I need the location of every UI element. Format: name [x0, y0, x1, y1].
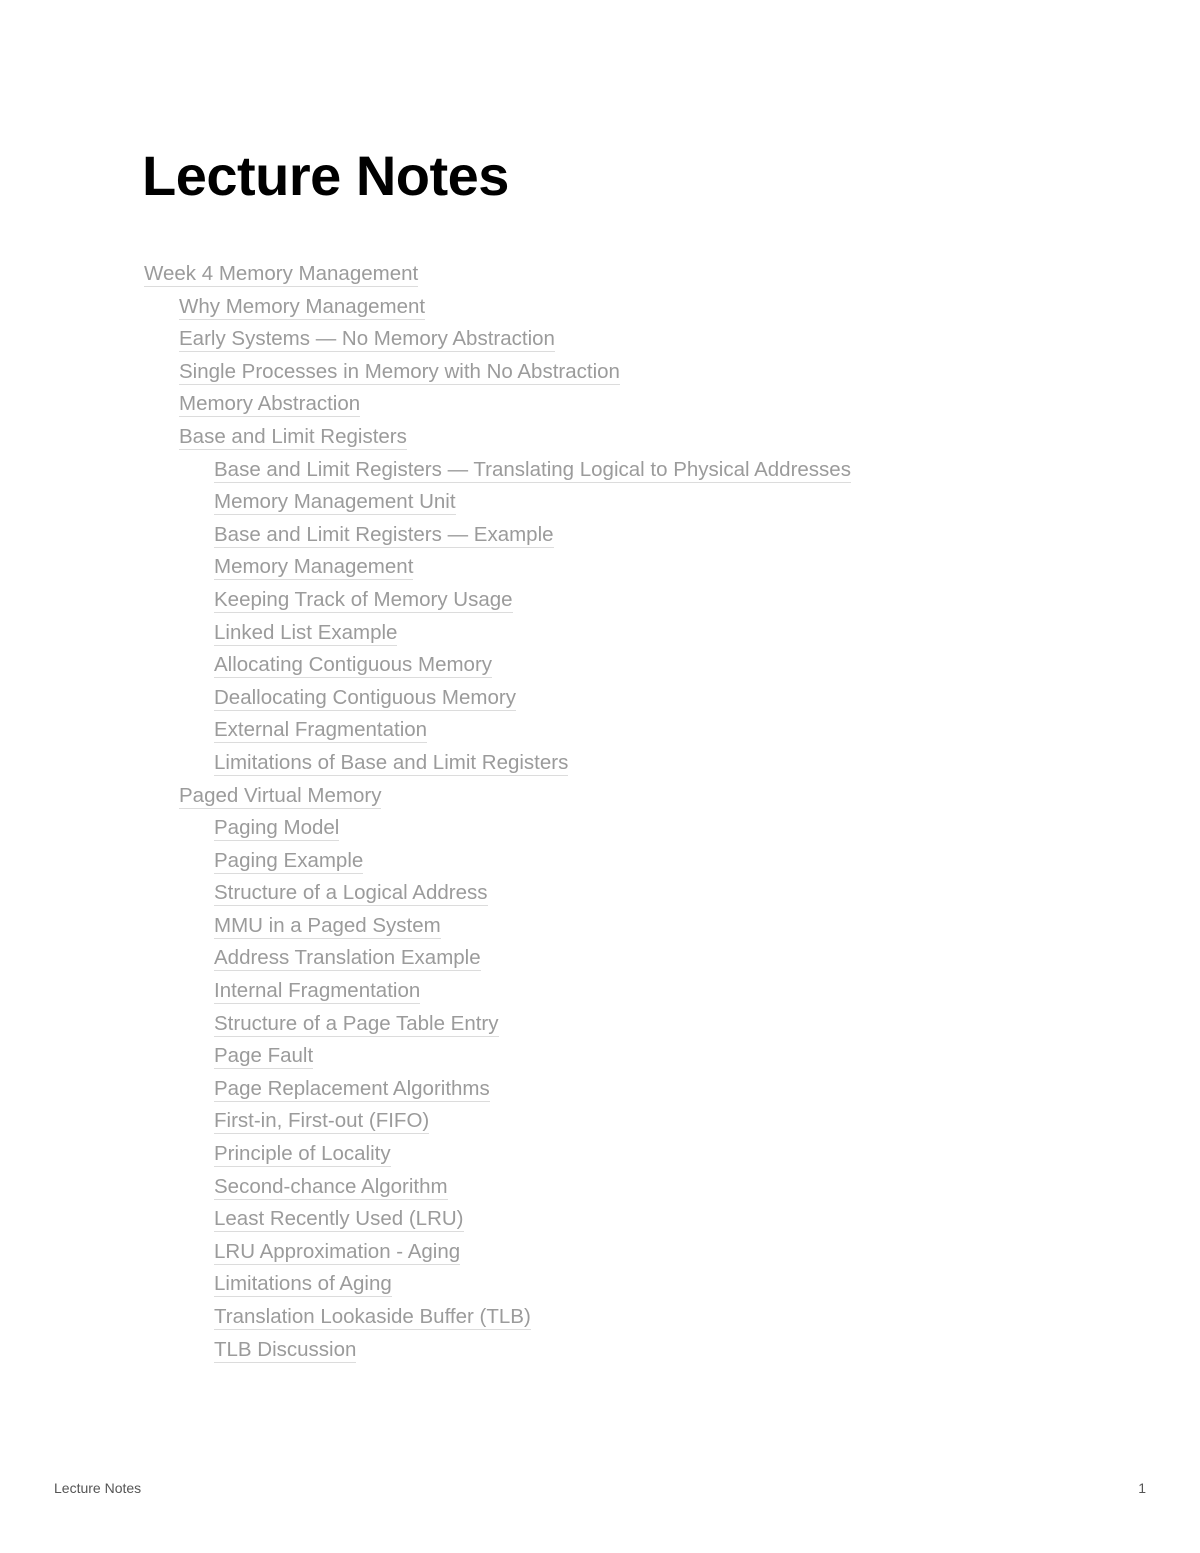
- toc-link[interactable]: MMU in a Paged System: [214, 913, 441, 937]
- toc-item: [144, 324, 851, 357]
- toc-link[interactable]: Base and Limit Registers: [179, 424, 407, 448]
- toc-item: [144, 422, 851, 455]
- toc-link[interactable]: Paging Model: [214, 816, 340, 840]
- toc-link[interactable]: Limitations of Base and Limit Registers: [214, 750, 569, 774]
- toc-item: [144, 1139, 851, 1172]
- toc-item: [144, 1172, 851, 1205]
- toc-item: [144, 1074, 851, 1107]
- toc-item: [144, 976, 851, 1009]
- toc-link[interactable]: Structure of a Page Table Entry: [214, 1011, 499, 1035]
- toc-item: [144, 1106, 851, 1139]
- toc-link[interactable]: Single Processes in Memory with No Abstraction: [179, 359, 620, 383]
- toc-item: [144, 1041, 851, 1074]
- toc-item: [144, 683, 851, 716]
- toc-link[interactable]: Translation Lookaside Buffer (TLB): [214, 1305, 531, 1328]
- toc-item: [144, 943, 851, 976]
- toc-link[interactable]: Base and Limit Registers — Translating Logical to Physical Addresses: [214, 457, 851, 481]
- toc-link[interactable]: TLB Discussion: [214, 1337, 357, 1361]
- toc-item: [144, 813, 851, 846]
- toc-link[interactable]: Deallocating Contiguous Memory: [214, 685, 516, 709]
- toc-link[interactable]: Week 4 Memory Management: [144, 262, 419, 285]
- toc-item: [144, 389, 851, 422]
- toc-item: [144, 1204, 851, 1237]
- toc-item: [144, 1302, 851, 1335]
- toc-item: [144, 455, 851, 488]
- toc-item: [144, 1269, 851, 1302]
- toc-item: [144, 618, 851, 651]
- toc-item: [144, 1237, 851, 1270]
- toc-item: [144, 357, 851, 390]
- toc-item: [144, 1009, 851, 1042]
- footer-page-number: 1: [1138, 1480, 1146, 1496]
- toc-item: [144, 259, 851, 292]
- toc-link[interactable]: Paging Example: [214, 848, 364, 872]
- toc-link[interactable]: Limitations of Aging: [214, 1272, 392, 1296]
- toc-link[interactable]: Memory Abstraction: [179, 392, 361, 416]
- toc-item: [144, 715, 851, 748]
- toc-item: [144, 650, 851, 683]
- toc-link[interactable]: Paged Virtual Memory: [179, 783, 382, 807]
- toc-link[interactable]: Why Memory Management: [179, 294, 426, 318]
- table-of-contents: [144, 259, 851, 1367]
- toc-link[interactable]: Memory Management Unit: [214, 490, 456, 514]
- toc-item: [144, 520, 851, 553]
- toc-link[interactable]: Memory Management: [214, 555, 414, 579]
- toc-link[interactable]: LRU Approximation - Aging: [214, 1239, 461, 1263]
- toc-link[interactable]: Allocating Contiguous Memory: [214, 653, 493, 677]
- toc-link[interactable]: First-in, First-out (FIFO): [214, 1109, 430, 1133]
- toc-link[interactable]: Structure of a Logical Address: [214, 881, 488, 905]
- footer-document-title: Lecture Notes: [54, 1480, 142, 1496]
- toc-item: [144, 846, 851, 879]
- toc-link[interactable]: Internal Fragmentation: [214, 979, 421, 1003]
- toc-link[interactable]: Address Translation Example: [214, 946, 481, 970]
- page-title: Lecture Notes: [142, 144, 509, 207]
- toc-link[interactable]: Base and Limit Registers — Example: [214, 522, 554, 546]
- toc-link[interactable]: External Fragmentation: [214, 718, 428, 742]
- toc-item: [144, 585, 851, 618]
- toc-link[interactable]: Keeping Track of Memory Usage: [214, 587, 513, 611]
- toc-item: [144, 292, 851, 325]
- toc-link[interactable]: Principle of Locality: [214, 1142, 391, 1166]
- toc-item: [144, 552, 851, 585]
- toc-item: [144, 1335, 851, 1368]
- toc-link[interactable]: Linked List Example: [214, 620, 398, 644]
- toc-link[interactable]: Least Recently Used (LRU): [214, 1207, 464, 1231]
- toc-link[interactable]: Page Replacement Algorithms: [214, 1076, 490, 1100]
- toc-item: [144, 487, 851, 520]
- toc-item: [144, 781, 851, 814]
- toc-item: [144, 878, 851, 911]
- toc-link[interactable]: Second-chance Algorithm: [214, 1174, 448, 1198]
- toc-item: [144, 748, 851, 781]
- toc-link[interactable]: Page Fault: [214, 1044, 314, 1068]
- toc-link[interactable]: Early Systems — No Memory Abstraction: [179, 327, 555, 351]
- toc-item: [144, 911, 851, 944]
